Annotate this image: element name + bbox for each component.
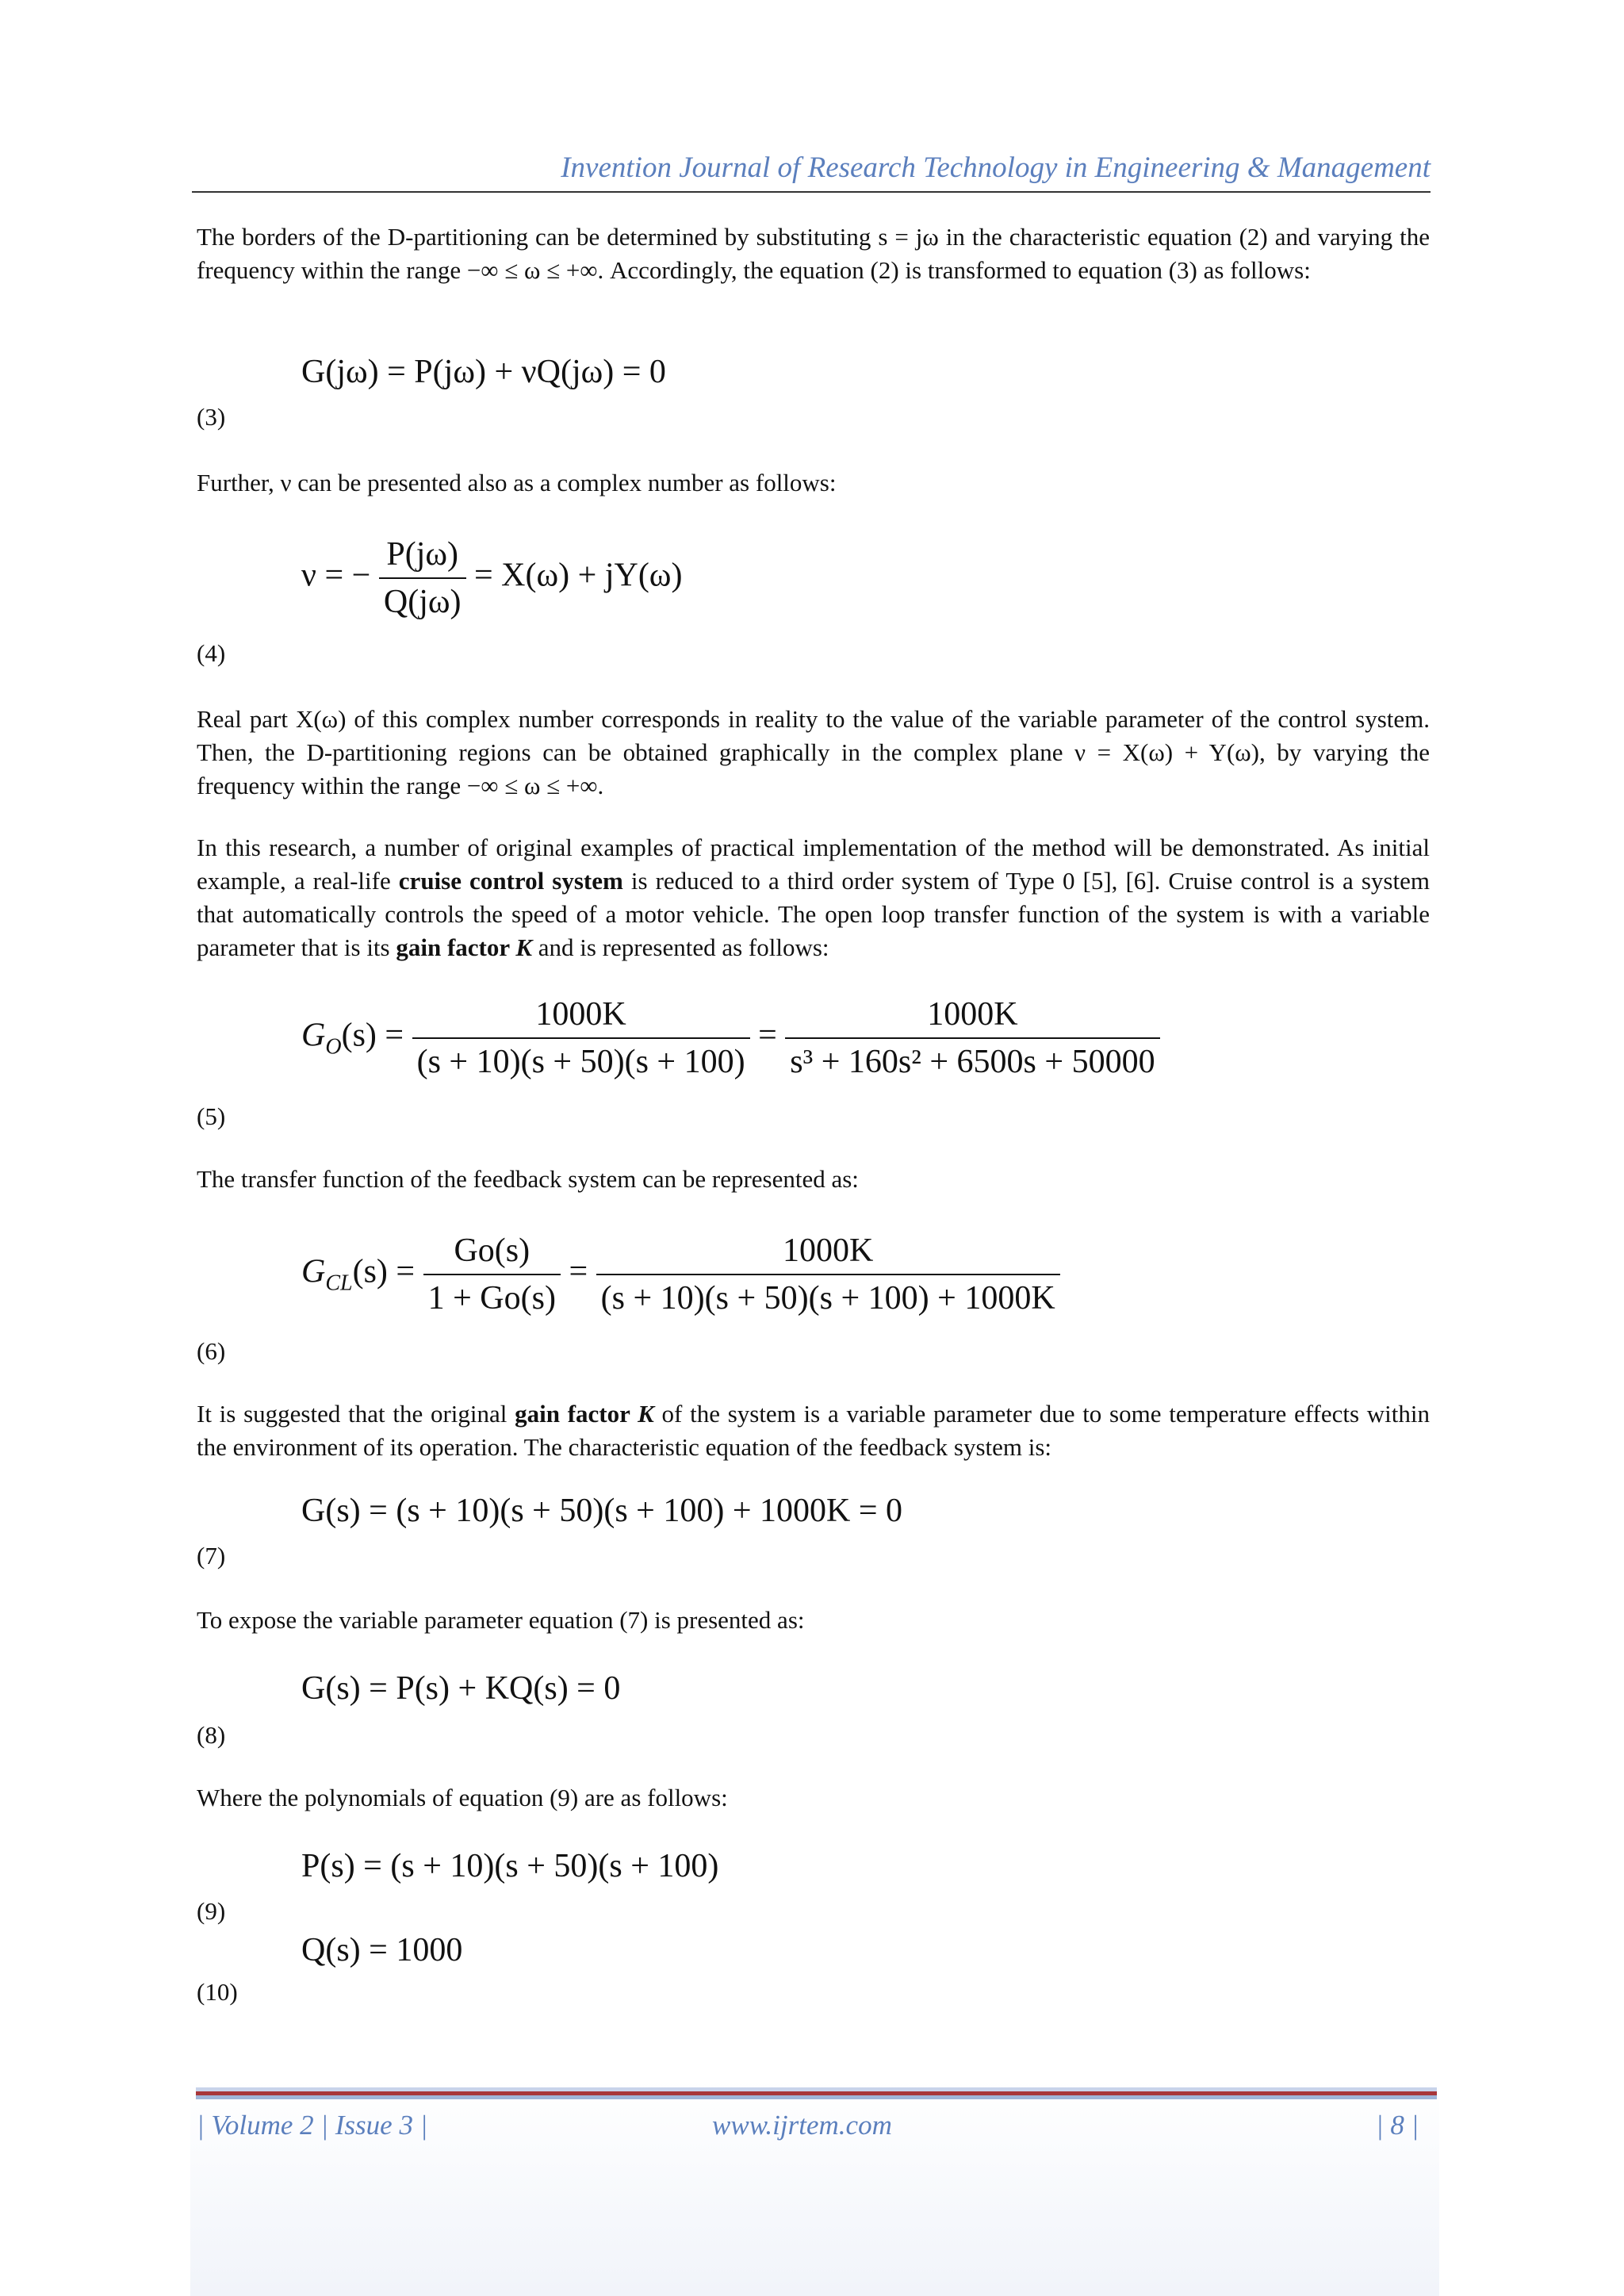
paragraph-polynomials: Where the polynomials of equation (9) are as follows: [197,1784,728,1811]
eq6-fraction-1: $\frac{Go(s)}{1 + Go(s)}$ [423,1234,561,1315]
equation-label-7: (7) [197,1542,226,1570]
paragraph-cruise-control: In this research, a number of original examples of practical implementation of the method will be demonstrated. As initial example, a real-life cruise control system is reduced to a third order system of Type 0 [5], [6]. Cruise control is a system that automatically controls the speed of a motor vehicle. The open loop transfer function of the system is with a variable parameter that is its gain factor K and is represented as follows: [197,834,1430,961]
paragraph-variable-parameter: To expose the variable parameter equation (7) is presented as: [197,1606,805,1634]
eq4-fraction [379,538,466,619]
equation-label-10: (10) [197,1978,238,2006]
eq5-fraction-1: $\frac{1000K}{(s + 10)(s + 50)(s + 100)}$ [412,998,750,1079]
paragraph-real-part: Real part X(ω) of this complex number corresponds in reality to the value of the variable parameter of the control system. Then, the D-partitioning regions can be obtained graphically in the complex plane ν = X(ω) + Y(ω), by varying the frequency within the range −∞ ≤ ω ≤ +∞. [197,705,1430,799]
equation-6: $G_{CL}(s)$ = $\frac{Go(s)}{1 + Go(s)}$ = $\frac{1000K}{(s + 10)(s + 50)(s + 100) + 1000K}$ [301,1234,1060,1315]
equation-label-4: (4) [197,639,226,667]
eq6-fraction-2: $\frac{1000K}{(s + 10)(s + 50)(s + 100) + 1000K}$ [596,1234,1060,1315]
footer-volume-issue: | Volume 2 | Issue 3 | [197,2110,428,2141]
paragraph-nu-complex: Further, ν can be presented also as a complex number as follows: [197,469,837,496]
eq4-numerator: P(jω) [379,538,466,579]
equation-9: P(s) = (s + 10)(s + 50)(s + 100) [301,1848,719,1884]
paragraph-d-partition-borders: The borders of the D-partitioning can be determined by substituting s = jω in the characteristic equation (2) and varying the frequency within the range −∞ ≤ ω ≤ +∞. Accordingly, the equation (2) is transformed to equation (3) as follows: [197,223,1430,284]
equation-label-9: (9) [197,1897,226,1925]
equation-label-5: (5) [197,1102,226,1130]
paragraph-feedback-transfer: The transfer function of the feedback system can be represented as: [197,1165,859,1193]
equation-7: G(s) = (s + 10)(s + 50)(s + 100) + 1000K = 0 [301,1493,903,1529]
equation-4 [301,538,682,619]
equation-3: G(jω) = P(jω) + νQ(jω) = 0 [301,354,666,390]
footer-page-number: | 8 | [1376,2110,1419,2141]
journal-header: Invention Journal of Research Technology in Engineering & Management [561,151,1431,184]
equation-10: Q(s) = 1000 [301,1932,463,1968]
eq4-lhs: ν = − [301,557,371,594]
equation-5: $G_O(s)$ = $\frac{1000K}{(s + 10)(s + 50)(s + 100)}$ = $\frac{1000K}{\text{s³ + 160s² + 6500s + 50000}}$ [301,998,1160,1079]
eq4-denominator: Q(jω) [383,584,462,620]
eq4-rhs: = X(ω) + jY(ω) [474,557,683,594]
header-rule [192,191,1431,193]
paragraph-gain-factor: It is suggested that the original gain factor K of the system is a variable parameter due to some temperature effects within the environment of its operation. The characteristic equation of the feedback system is: [197,1400,1431,1461]
eq5-fraction-2: $\frac{1000K}{\text{s³ + 160s² + 6500s + 50000}}$ [785,998,1159,1079]
equation-label-8: (8) [197,1721,226,1749]
equation-label-6: (6) [197,1337,226,1365]
equation-label-3: (3) [197,403,226,431]
equation-8: G(s) = P(s) + KQ(s) = 0 [301,1670,621,1707]
footer-website-link[interactable]: www.ijrtem.com [712,2110,892,2141]
footer-rules [196,2087,1437,2099]
